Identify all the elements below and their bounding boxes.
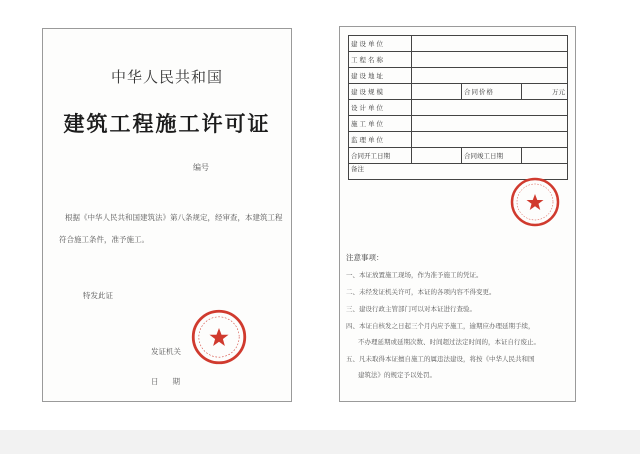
official-seal-icon: [191, 309, 247, 365]
table-row: [349, 116, 568, 132]
table-row: [349, 84, 568, 100]
notes-title: 注意事项：: [346, 253, 384, 262]
remarks-label: 备注: [349, 164, 568, 180]
notes-item: 四、本证自核发之日起三个月内应予施工，逾期应办理延期手续，: [346, 322, 535, 330]
issuing-authority-label: 发证机关: [151, 347, 181, 356]
certificate-number-label: 编号: [193, 163, 209, 172]
certificate-front-page: [42, 28, 292, 402]
notes-item: 三、建设行政主管部门可以对本证进行查验。: [346, 305, 476, 313]
field-value: [412, 132, 568, 148]
notes-item: 五、凡未取得本证擅自施工的属违法建设，将按《中华人民共和国: [346, 355, 535, 363]
field-value: [412, 100, 568, 116]
notes-item: 建筑法》的规定予以处罚。: [358, 371, 436, 379]
field-value: [412, 68, 568, 84]
notes-item: 不办理延期或延期次数、时间超过法定时间的，本证自行废止。: [358, 338, 540, 346]
field-value: [412, 116, 568, 132]
field-label: 建设地址: [349, 68, 412, 84]
field-value: [412, 84, 462, 100]
field-label: 监理单位: [349, 132, 412, 148]
notes-item: 一、本证放置施工现场，作为准予施工的凭证。: [346, 271, 483, 279]
project-info-table: [348, 35, 568, 180]
issue-date-label: 日期: [151, 377, 194, 386]
contract-price-label: 合同价格: [462, 84, 522, 100]
table-row: [349, 100, 568, 116]
background-band: [0, 430, 640, 454]
table-row: [349, 132, 568, 148]
table-row: [349, 36, 568, 52]
field-value: [412, 52, 568, 68]
certificate-title: 建筑工程施工许可证: [63, 112, 271, 136]
completion-date-value: [522, 148, 568, 164]
field-label: 设计单位: [349, 100, 412, 116]
certificate-body-text: 根据《中华人民共和国建筑法》第八条规定，经审查，本建筑工程符合施工条件，准予施工。: [59, 213, 283, 244]
field-label: 合同开工日期: [349, 148, 412, 164]
table-row: [349, 68, 568, 84]
field-label: 建设单位: [349, 36, 412, 52]
country-name: 中华人民共和国: [110, 68, 223, 86]
notes-item: 二、未经发证机关许可，本证的各项内容不得变更。: [346, 288, 496, 296]
field-label: 工程名称: [349, 52, 412, 68]
table-row: [349, 52, 568, 68]
certificate-back-page: [339, 26, 576, 402]
official-seal-icon: [510, 177, 560, 227]
contract-price-unit: 万元: [522, 84, 568, 100]
field-value: [412, 148, 462, 164]
hereby-issued-text: 特发此证: [83, 291, 113, 300]
completion-date-label: 合同竣工日期: [462, 148, 522, 164]
field-label: 施工单位: [349, 116, 412, 132]
field-label: 建设规模: [349, 84, 412, 100]
table-row: [349, 148, 568, 164]
field-value: [412, 36, 568, 52]
